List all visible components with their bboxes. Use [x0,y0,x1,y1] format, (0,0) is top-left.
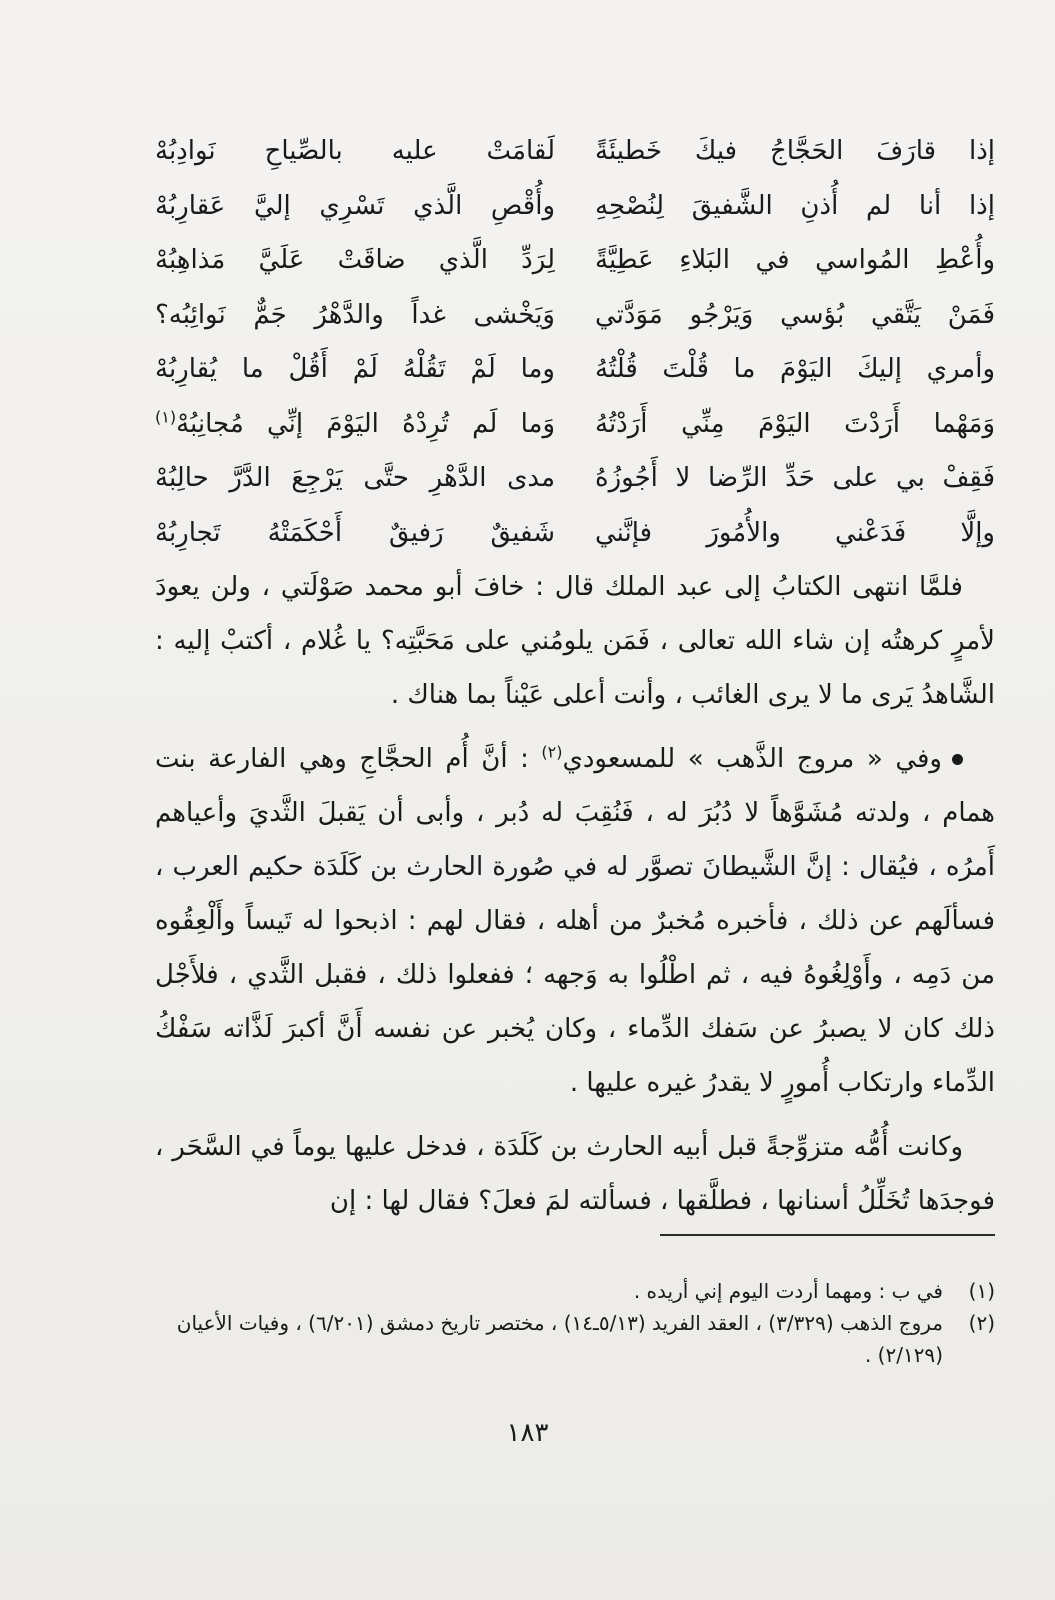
paragraph-1: فلمَّا انتهى الكتابُ إلى عبد الملك قال : خافَ أبو محمد صَوْلَتي ، ولن يعودَ لأمرٍ كرهتُه إن شاء الله تعالى ، فَمَن يلومُني على مَحَبَّتِه؟ يا غُلام ، أكتبْ إليه : الشَّاهدُ يَرى ما لا يرى الغائب ، وأنت أعلى عَيْناً بما هناك . [155,572,995,710]
verse-6 [155,397,995,452]
verse-1 [155,124,995,179]
paragraph-2-lead: وفي « مروج الذَّهب » للمسعودي [562,744,942,774]
verse-5-first-hemistich: وأمري إليكَ اليَوْمَ ما قُلْتَ قُلْتُهُ [595,354,995,385]
verse-4-first-hemistich: فَمَنْ يَتَّقي بُؤسي وَيَرْجُو مَوَدَّتي [595,299,995,330]
footnote-ref-2[interactable]: (٢) [541,742,563,762]
verse-3-second-hemistich: لِرَدِّ الَّذي ضاقَتْ عَلَيَّ مَذاهِبُهْ [155,245,555,276]
footnote-1-number: (١) [968,1279,995,1303]
verse-2 [155,179,995,234]
verse-3 [155,233,995,288]
verse-1-first-hemistich: إذا قارَفَ الحَجَّاجُ فيكَ خَطيئَةً [595,136,995,167]
verse-5-second-hemistich: وما لَمْ تَقُلْهُ لَمْ أَقُلْ ما يُقارِبُهْ [155,354,555,385]
paragraph-2-body: : أنَّ أُم الحجَّاجِ وهي الفارعة بنت همام ، ولدته مُشَوَّهاً لا دُبُرَ له ، فَنُقِبَ له دُبر ، وأبى أن يَقبلَ الثَّديَ وأعياهم أَمرُه ، فيُقال : إنَّ الشَّيطانَ تصوَّر له في صُورة الحارث بن كَلَدَة حكيم العرب ، فسألَهم عن ذلك ، فأخبره مُخبرٌ من أهله ، فقال لهم : اذبحوا له تَيساً وأَلْعِقُوه من دَمِه ، وأَوْلِغُوهُ فيه ، ثم اطْلُوا به وَجهه ؛ ففعلوا ذلك ، فقبل الثَّدي ، فلأَجْل ذلك كان لا يصبرُ عن سَفك الدِّماء ، وكان يُخبر عن نفسه أَنَّ أكبرَ لَذَّاته سَفْكُ الدِّماء وارتكاب أُمورٍ لا يقدرُ غيره عليها . [155,744,995,1098]
footnote-2 [155,1307,995,1371]
verse-7-first-hemistich: فَقِفْ بي على حَدِّ الرِّضا لا أَجُوزُهُ [595,463,995,494]
verse-3-first-hemistich: وأُعْطِ المُواسي في البَلاءِ عَطِيَّةً [595,245,995,276]
footnote-2-text: مروج الذهب (٣/٣٢٩) ، العقد الفريد (٥/١٣ـ١٤) ، مختصر تاريخ دمشق (٦/٢٠١) ، وفيات الأعيان (٢/١٢٩) . [176,1311,943,1367]
verse-2-first-hemistich: إذا أنا لم أُذنِ الشَّفيقَ لِنُصْحِهِ [595,190,995,221]
verse-6-first-hemistich: وَمَهْما أَرَدْتَ اليَوْمَ مِنِّي أَرَدْتُهُ [595,408,995,439]
verse-5 [155,342,995,397]
verse-6-second-text: وَما لَم تُرِدْهُ اليَوْمَ إنِّي مُجانِبُهْ [176,408,555,439]
page-number: ١٨٣ [506,1418,549,1448]
footnotes [155,1275,995,1371]
verse-6-second-hemistich [155,397,555,451]
poem [155,124,995,560]
paragraph-2 [155,732,995,1110]
verse-4 [155,288,995,343]
verse-2-second-hemistich: وأُقْصِ الَّذي تَسْرِي إليَّ عَقارِبُهْ [155,190,555,221]
footnote-ref-1[interactable]: (١) [155,407,177,427]
verse-1-second-hemistich: لَقامَتْ عليه بالصِّياحِ نَوادِبُهْ [155,136,555,167]
bullet-icon [952,754,963,765]
paragraph-3: وكانت أُمُّه متزوِّجةً قبل أبيه الحارث بن كَلَدَة ، فدخل عليها يوماً في السَّحَر ، فوجدَها تُخَلِّلُ أسنانها ، فطلَّقها ، فسألته لمَ فعلَ؟ فقال لها : إن [155,1132,995,1216]
verse-7-second-hemistich: مدى الدَّهْرِ حتَّى يَرْجِعَ الدَّرَّ حالِبُهْ [155,463,555,494]
footnote-1-text: في ب : ومهما أردت اليوم إني أريده . [633,1279,943,1303]
main-text [155,124,995,1228]
verse-4-second-hemistich: وَيَخْشى غداً والدَّهْرُ جَمٌّ نَوائِبُه؟ [155,299,555,330]
footnote-2-number: (٢) [968,1311,995,1335]
verse-8 [155,506,995,561]
verse-7 [155,451,995,506]
verse-8-first-hemistich: وإلَّا فَدَعْني والأُمُورَ فإنَّني [595,517,995,548]
footnote-divider [660,1234,995,1236]
verse-8-second-hemistich: شَفيقٌ رَفيقٌ أَحْكَمَتْهُ تَجارِبُهْ [155,517,555,548]
footnote-1 [155,1275,995,1307]
